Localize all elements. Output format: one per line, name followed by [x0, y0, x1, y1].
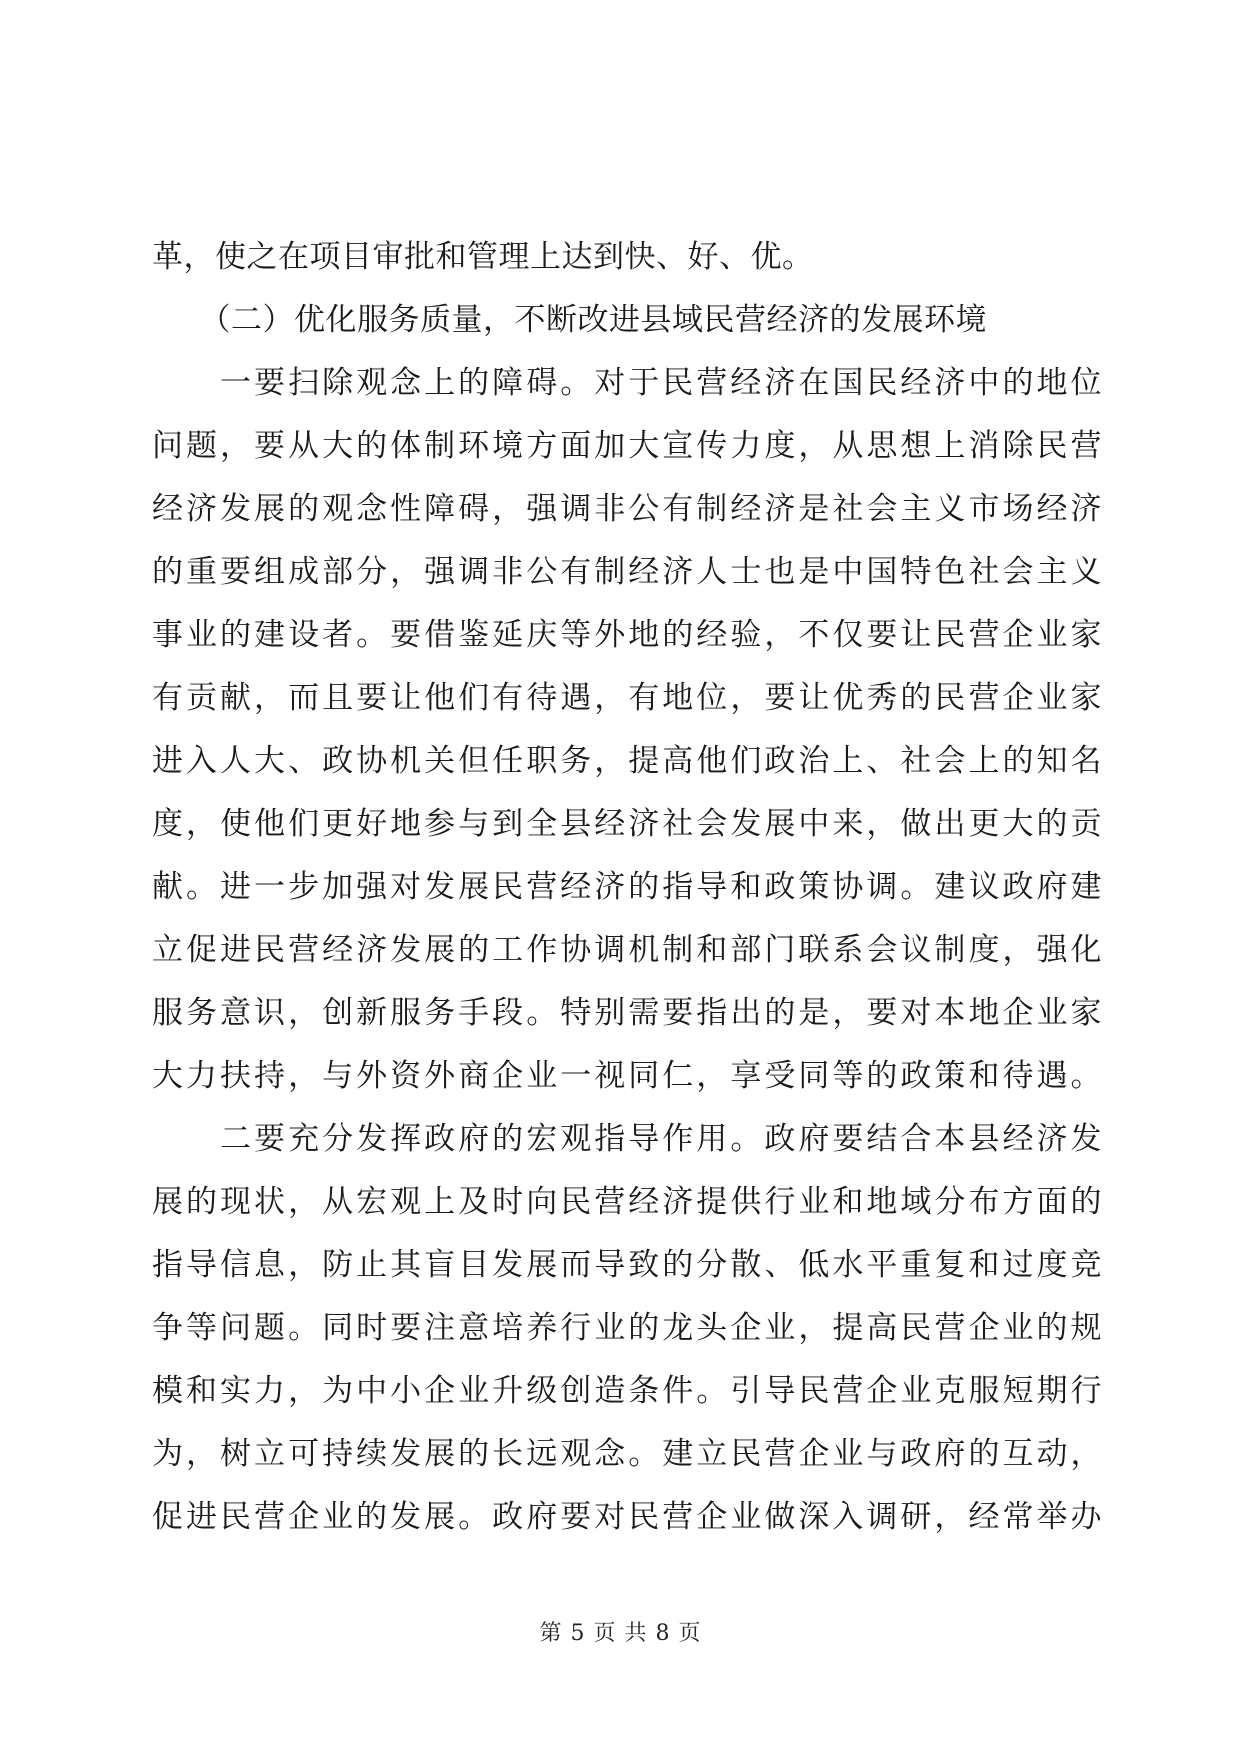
page-number: 第 5 页 共 8 页 [539, 1621, 702, 1646]
text-line: 立促进民营经济发展的工作协调机制和部门联系会议制度，强化 [152, 932, 1102, 968]
text-line: 指导信息，防止其盲目发展而导致的分散、低水平重复和过度竞 [152, 1247, 1102, 1283]
text-line: 大力扶持，与外资外商企业一视同仁，享受同等的政策和待遇。 [152, 1058, 1102, 1094]
text-line: 争等问题。同时要注意培养行业的龙头企业，提高民营企业的规 [152, 1310, 1102, 1346]
text-line: 模和实力，为中小企业升级创造条件。引导民营企业克服短期行 [152, 1373, 1102, 1409]
text-line: 有贡献，而且要让他们有待遇，有地位，要让优秀的民营企业家 [152, 680, 1102, 716]
text-line: 经济发展的观念性障碍，强调非公有制经济是社会主义市场经济 [152, 491, 1102, 527]
text-line: 进入人大、政协机关但任职务，提高他们政治上、社会上的知名 [152, 743, 1102, 779]
text-line: 促进民营企业的发展。政府要对民营企业做深入调研，经常举办 [152, 1499, 1102, 1535]
text-line: 革，使之在项目审批和管理上达到快、好、优。 [152, 239, 814, 275]
text-line: 事业的建设者。要借鉴延庆等外地的经验，不仅要让民营企业家 [152, 617, 1102, 653]
text-line: 为，树立可持续发展的长远观念。建立民营企业与政府的互动， [152, 1436, 1102, 1472]
section-heading: （二）优化服务质量，不断改进县域民营经济的发展环境 [152, 302, 987, 338]
text-line: 二要充分发挥政府的宏观指导作用。政府要结合本县经济发 [152, 1121, 1102, 1157]
text-line: 度，使他们更好地参与到全县经济社会发展中来，做出更大的贡 [152, 806, 1102, 842]
text-line: 献。进一步加强对发展民营经济的指导和政策协调。建议政府建 [152, 869, 1102, 905]
text-line: 服务意识，创新服务手段。特别需要指出的是，要对本地企业家 [152, 995, 1102, 1031]
text-line: 展的现状，从宏观上及时向民营经济提供行业和地域分布方面的 [152, 1184, 1102, 1220]
text-line: 一要扫除观念上的障碍。对于民营经济在国民经济中的地位 [152, 365, 1102, 401]
text-line: 的重要组成部分，强调非公有制经济人士也是中国特色社会主义 [152, 554, 1102, 590]
page-footer [0, 1616, 1241, 1647]
text-line: 问题，要从大的体制环境方面加大宣传力度，从思想上消除民营 [152, 428, 1102, 464]
body-text [152, 226, 1102, 1549]
